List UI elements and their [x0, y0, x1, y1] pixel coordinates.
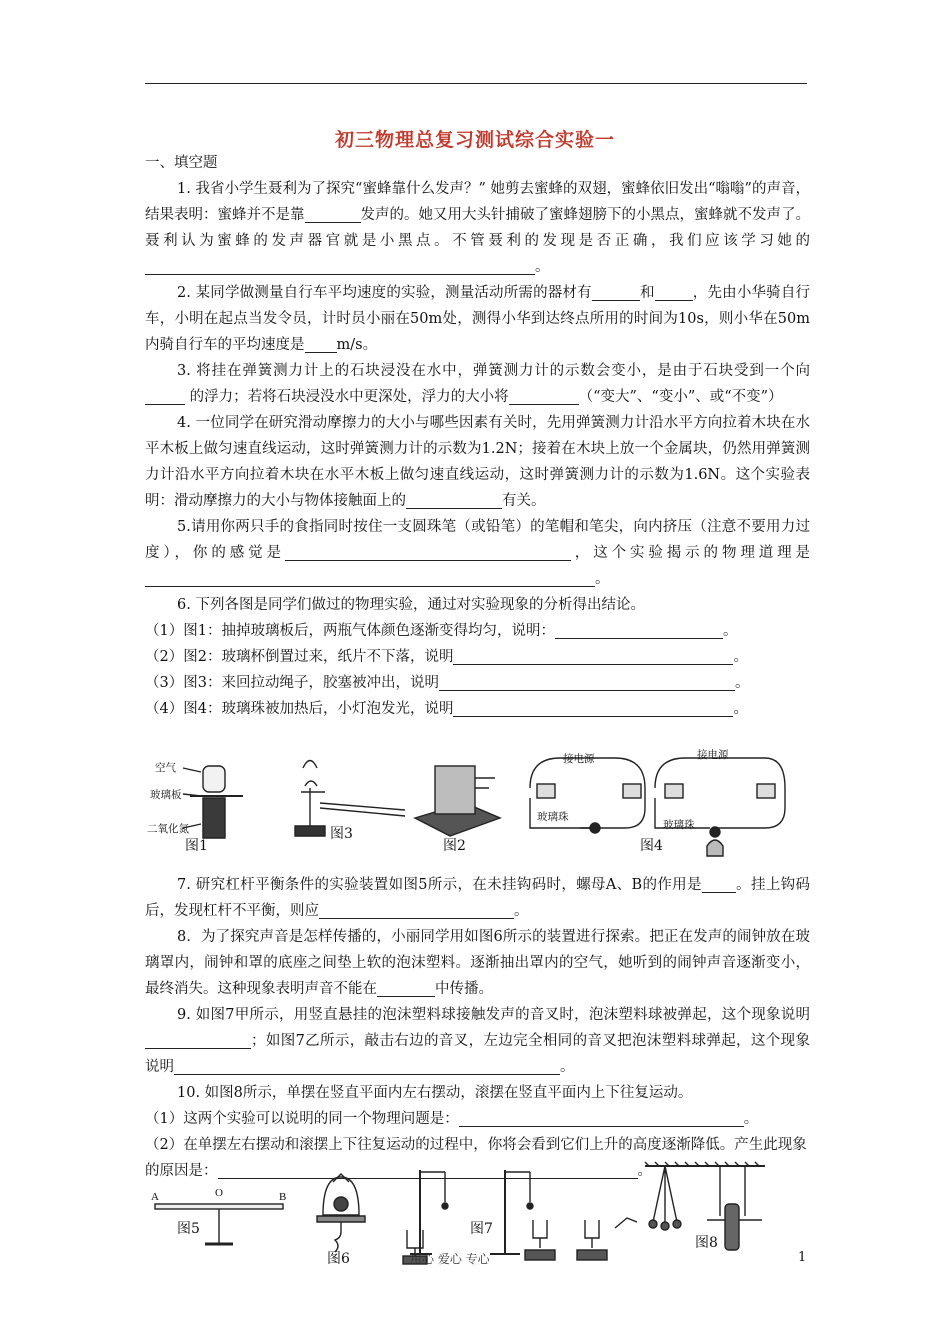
question-6-intro: 6. 下列各图是同学们做过的物理实验，通过对实验现象的分析得出结论。: [177, 597, 645, 613]
label-glass-plate: 玻璃板: [150, 790, 182, 801]
footer-motto: 用心 爱心 专心: [410, 1252, 490, 1266]
question-4: 4. 一位同学在研究滑动摩擦力的大小与哪些因素有关时，先用弹簧测力计沿水平方向拉着木块在水平木板上做匀速直线运动，这时弹簧测力计的示数为1.2N；接着在木块上放一个金属块，仍然用弹簧测力计沿水平方向拉着木块在水平木板上做匀速直线运动，这时弹簧测力计的示数为1.6N。这个实验表明：滑动摩擦力的大小与物体接触面上的 有关。: [145, 415, 810, 509]
question-10-item: （1）这两个实验可以说明的同一个物理问题是： 。: [145, 1106, 810, 1132]
figure-caption: 图6: [327, 1251, 350, 1267]
answer-blank[interactable]: [453, 698, 733, 717]
answer-blank[interactable]: [145, 1030, 251, 1049]
answer-blank[interactable]: [453, 646, 733, 665]
answer-blank[interactable]: [406, 490, 502, 509]
figure-caption: 图2: [443, 838, 466, 854]
figure-caption: 图4: [640, 838, 663, 854]
question-6-item: （4）图4：玻璃珠被加热后，小灯泡发光，说明 。: [145, 696, 810, 722]
answer-blank[interactable]: [702, 874, 736, 893]
question-list-2: [145, 872, 810, 1184]
answer-blank[interactable]: [145, 386, 185, 405]
figure-caption: 图3: [330, 826, 353, 842]
question-7: 7. 研究杠杆平衡条件的实验装置如图5所示，在未挂钩码时，螺母A、B的作用是 。挂上钩码后，发现杠杆不平衡，则应 。: [145, 872, 810, 924]
answer-blank[interactable]: [305, 204, 361, 223]
answer-blank[interactable]: [459, 1108, 744, 1127]
header-rule: [145, 83, 807, 84]
figure-caption: 图7: [470, 1221, 493, 1237]
page-title: 初三物理总复习测试综合实验一: [334, 129, 615, 151]
lever-label-a: A: [151, 1191, 159, 1203]
answer-blank[interactable]: [145, 256, 535, 275]
answer-blank[interactable]: [555, 620, 723, 639]
question-6-item: （3）图3：来回拉动绳子，胶塞被冲出，说明 。: [145, 670, 810, 696]
label-glass-bead: 玻璃珠: [537, 812, 569, 823]
answer-blank[interactable]: [285, 542, 571, 561]
label-no2: 二氧化氮: [147, 824, 189, 835]
section-heading: 一、填空题: [145, 155, 218, 171]
label-power: 接电源: [563, 754, 595, 765]
answer-blank[interactable]: [655, 282, 693, 301]
label-air: 空气: [155, 763, 176, 774]
question-list: [145, 150, 810, 722]
answer-blank[interactable]: [319, 900, 514, 919]
question-3: 3. 将挂在弹簧测力计上的石块浸没在水中，弹簧测力计的示数会变小，是由于石块受到一个向 的浮力；若将石块浸没水中更深处，浮力的大小将 （“变大”、“变小”、或“不变”）: [145, 358, 810, 410]
answer-blank[interactable]: [145, 568, 595, 587]
label-glass-bead-2: 玻璃珠: [663, 820, 695, 831]
figures-1-to-4: [145, 748, 810, 860]
figures-1-to-4-drawing: [145, 748, 810, 860]
question-8: 8．为了探究声音是怎样传播的，小丽同学用如图6所示的装置进行探索。把正在发声的闹钟放在玻璃罩内，闹钟和罩的底座之间垫上软的泡沫塑料。逐渐抽出罩内的空气，她听到的闹钟声音逐渐变小，最终消失。这种现象表明声音不能在 中传播。: [145, 929, 810, 997]
answer-blank[interactable]: [439, 672, 735, 691]
answer-blank[interactable]: [305, 334, 337, 353]
label-power-2: 接电源: [697, 750, 729, 761]
question-10-intro: 10. 如图8所示，单摆在竖直平面内左右摆动，滚摆在竖直平面内上下往复运动。: [177, 1085, 693, 1101]
figure-caption: 图5: [177, 1221, 200, 1237]
question-10-item: （2）在单摆左右摆动和滚摆上下往复运动的过程中，你将会看到它们上升的高度逐渐降低。产生此现象的原因是： 。: [145, 1137, 807, 1179]
question-9: 9. 如图7甲所示，用竖直悬挂的泡沫塑料球接触发声的音叉时，泡沫塑料球被弹起，这个现象说明；如图7乙所示，敲击右边的音叉，左边完全相同的音叉把泡沫塑料球弹起，这个现象说明 。: [145, 1007, 810, 1075]
question-1: 1. 我省小学生聂利为了探究“蜜蜂靠什么发声？” 她剪去蜜蜂的双翅，蜜蜂依旧发出“嗡嗡”的声音，结果表明：蜜蜂并不是靠 发声的。她又用大头针捕破了蜜蜂翅膀下的小黑点，蜜蜂就不发声了。聂利认为蜜蜂的发声器官就是小黑点。不管聂利的发现是否正确，我们应该学习她的。: [145, 181, 810, 275]
figure-caption: 图1: [185, 838, 208, 854]
question-6-item: （1）图1：抽掉玻璃板后，两瓶气体颜色逐渐变得均匀，说明： 。: [145, 618, 810, 644]
figure-caption: 图8: [695, 1235, 718, 1251]
lever-label-b: B: [279, 1191, 287, 1203]
answer-blank[interactable]: [509, 386, 579, 405]
question-5: 5.请用你两只手的食指同时按住一支圆珠笔（或铅笔）的笔帽和笔尖，向内挤压（注意不要用力过度），你的感觉是 ，这个实验揭示的物理道理是。: [145, 519, 811, 587]
answer-blank[interactable]: [592, 282, 640, 301]
lever-label-o: O: [215, 1187, 223, 1199]
answer-blank[interactable]: [174, 1056, 560, 1075]
answer-blank[interactable]: [377, 978, 435, 997]
question-6-item: （2）图2：玻璃杯倒置过来，纸片不下落，说明 。: [145, 644, 810, 670]
page-number: 1: [798, 1250, 807, 1265]
question-2: 2. 某同学做测量自行车平均速度的实验，测量活动所需的器材有 和 ，先由小华骑自行车，小明在起点当发令员，计时员小丽在50m处，测得小华到达终点所用的时间为10s，则小华在50m内骑自行车的平均速度是 m/s。: [145, 280, 810, 358]
